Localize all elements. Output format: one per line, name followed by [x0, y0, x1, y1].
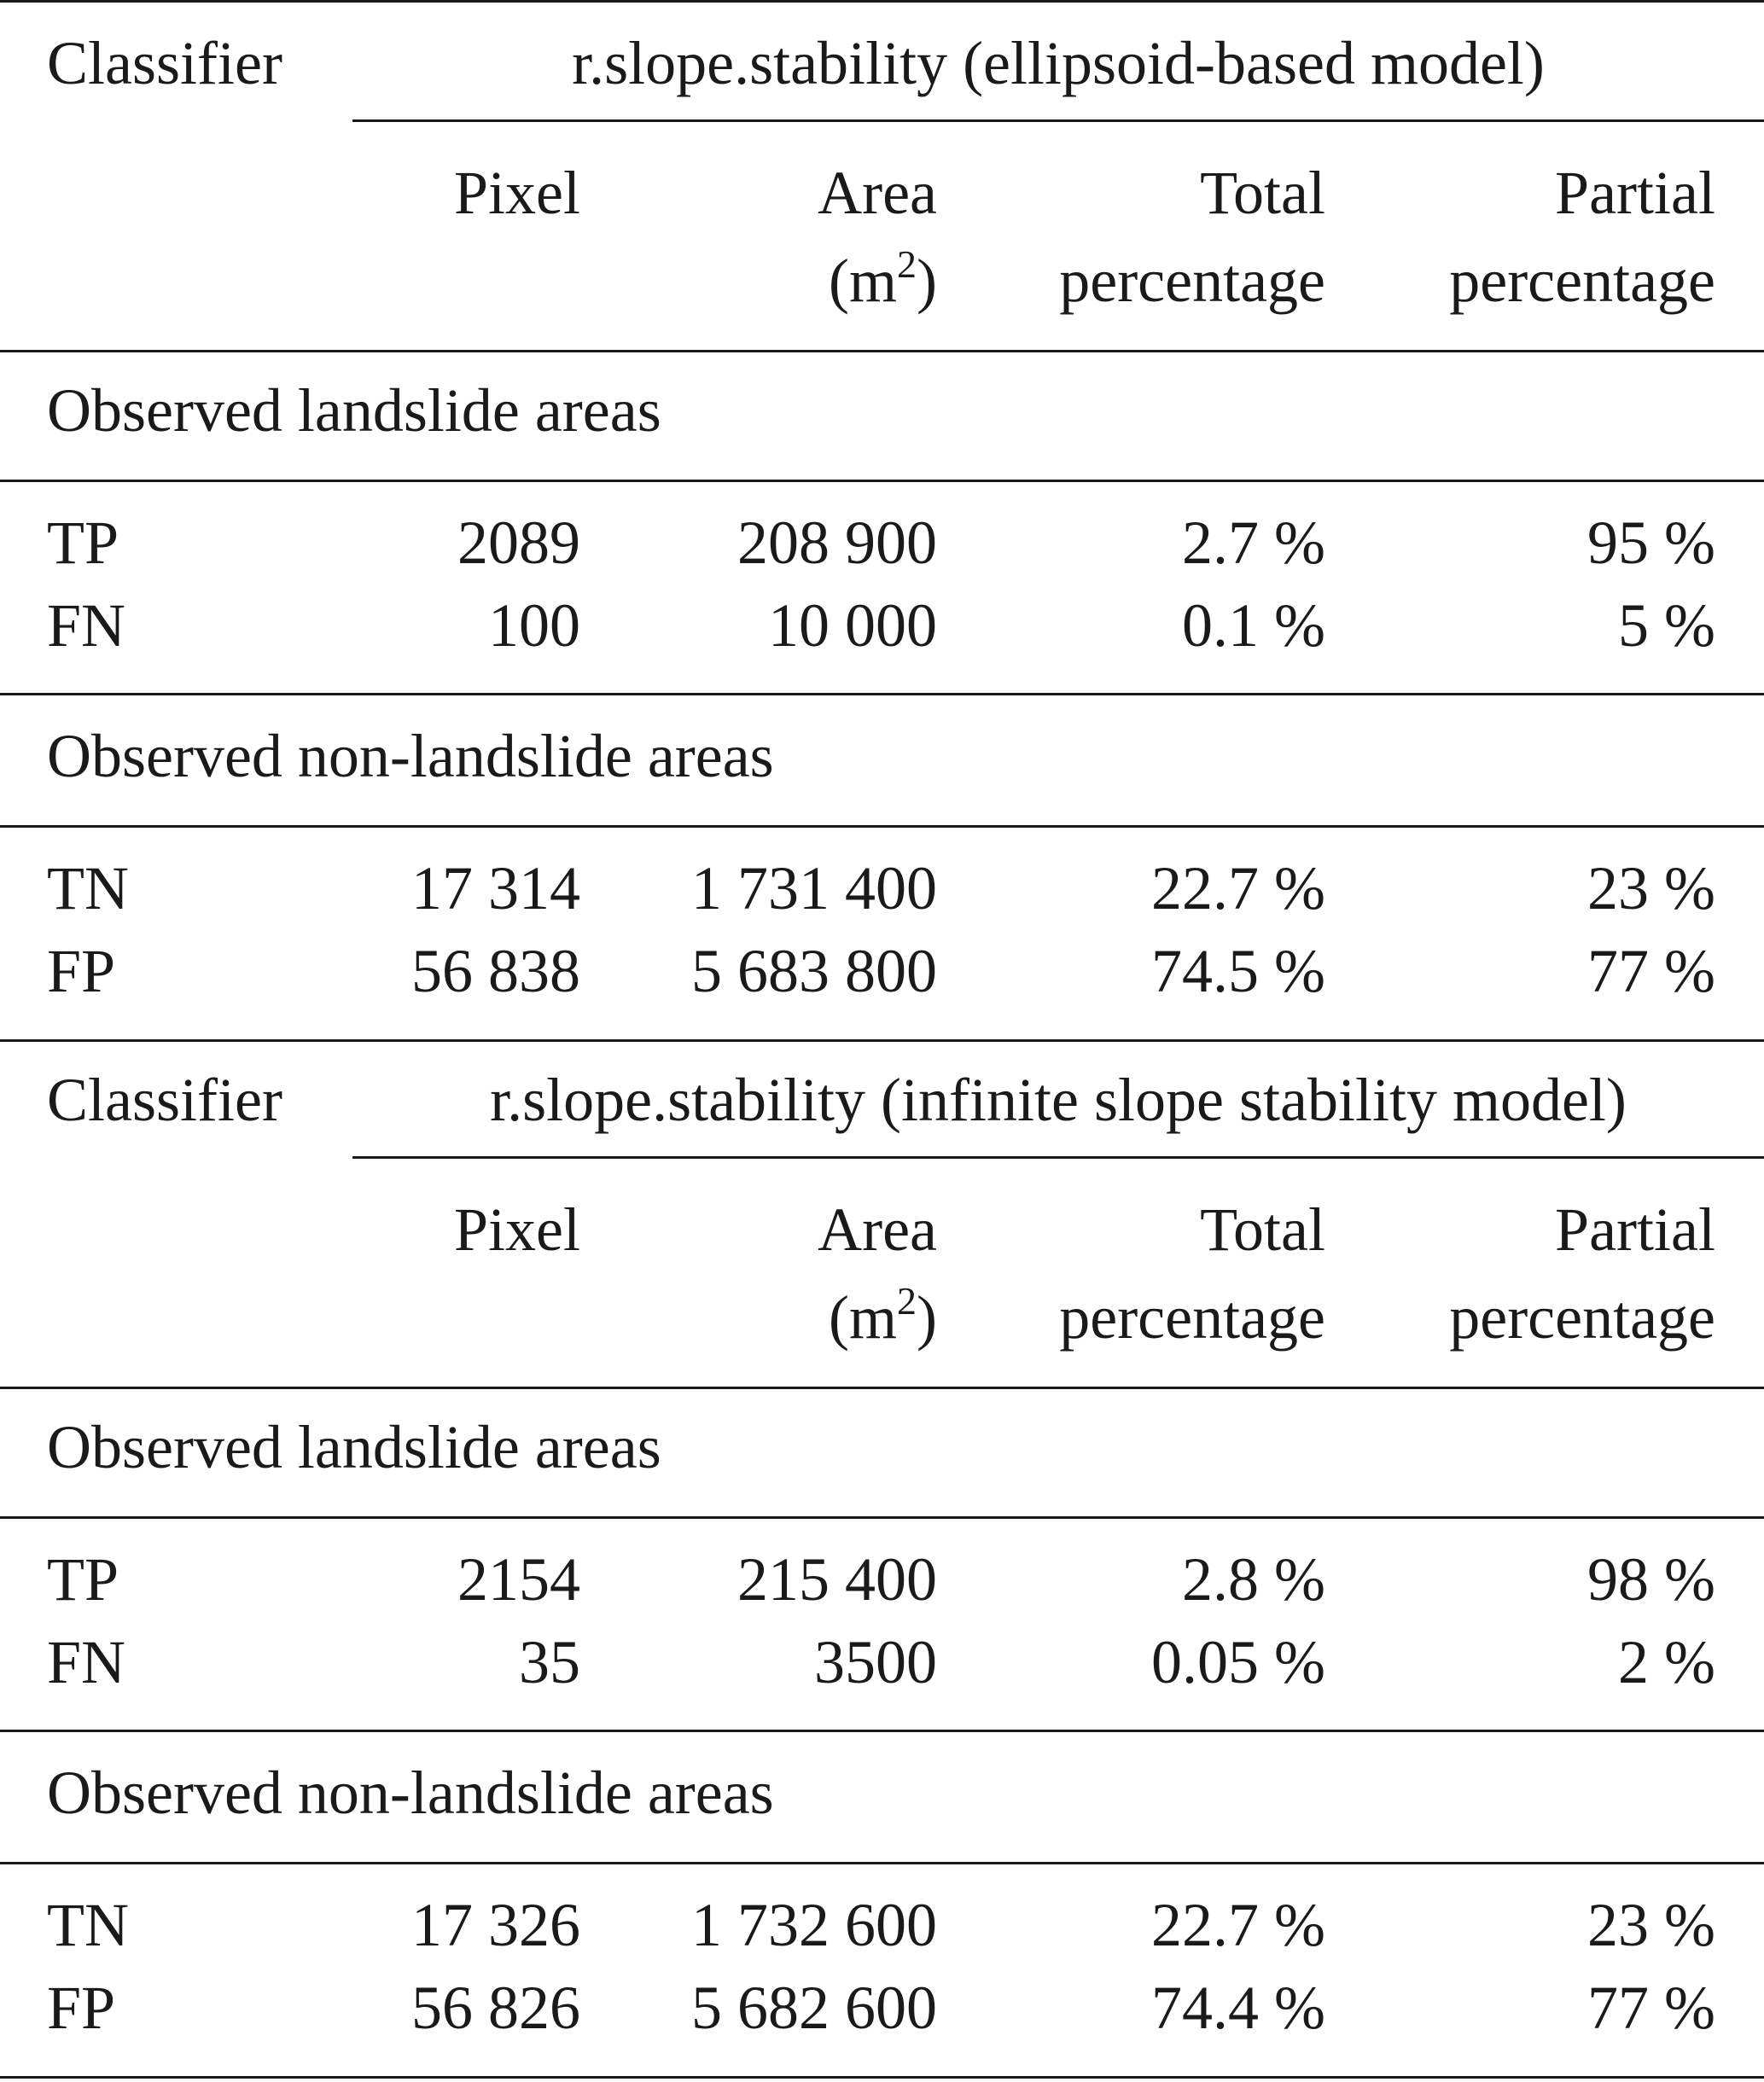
cell-pixel: 35 [519, 1628, 580, 1696]
cell-area: 10 000 [768, 591, 937, 660]
column-header-area: Area [818, 1195, 937, 1264]
column-header-partial-line2: percentage [1449, 1283, 1715, 1352]
row-label: TN [47, 854, 129, 922]
model-title: r.slope.stability (ellipsoid-based model) [572, 29, 1545, 97]
column-header-total: Total [1200, 1195, 1325, 1264]
row-label: FP [47, 937, 116, 1005]
cell-partial-percentage: 77 % [1587, 937, 1715, 1005]
landslide-heading-rule [0, 480, 1764, 482]
cell-total-percentage: 2.8 % [1182, 1545, 1325, 1614]
header-rule [0, 350, 1764, 352]
classifier-label: Classifier [47, 29, 282, 97]
section-bottom-rule [0, 1039, 1764, 1042]
nonlandslide-heading-rule [0, 825, 1764, 828]
row-label: FP [47, 1974, 116, 2042]
cell-pixel: 17 326 [411, 1891, 580, 1959]
column-header-pixel: Pixel [453, 159, 580, 227]
cell-partial-percentage: 98 % [1587, 1545, 1715, 1614]
cell-total-percentage: 0.05 % [1151, 1628, 1325, 1696]
cell-partial-percentage: 95 % [1587, 509, 1715, 577]
cell-area: 5 682 600 [691, 1974, 937, 2042]
cell-total-percentage: 0.1 % [1182, 591, 1325, 660]
column-header-area-unit [829, 242, 937, 315]
cell-partial-percentage: 5 % [1618, 591, 1715, 660]
landslide-block-rule [0, 693, 1764, 695]
area-unit-close: ) [917, 1283, 937, 1352]
column-header-partial: Partial [1555, 159, 1715, 227]
row-label: FN [47, 591, 126, 660]
classifier-label: Classifier [47, 1066, 282, 1134]
landslide-heading-rule [0, 1516, 1764, 1519]
nonlandslide-heading-rule [0, 1862, 1764, 1864]
cell-total-percentage: 2.7 % [1182, 509, 1325, 577]
cell-area: 215 400 [737, 1545, 937, 1614]
area-unit-open: (m [829, 247, 898, 315]
cell-area: 1 732 600 [691, 1891, 937, 1959]
cell-area: 3500 [814, 1628, 937, 1696]
column-header-area-unit [829, 1279, 937, 1352]
area-unit-superscript: 2 [897, 242, 917, 286]
cell-pixel: 100 [488, 591, 580, 660]
column-header-pixel: Pixel [453, 1195, 580, 1264]
row-label: TN [47, 1891, 129, 1959]
cell-area: 1 731 400 [691, 854, 937, 922]
cell-partial-percentage: 77 % [1587, 1974, 1715, 2042]
column-header-area: Area [818, 159, 937, 227]
cell-pixel: 17 314 [411, 854, 580, 922]
area-unit-open: (m [829, 1283, 898, 1352]
column-header-partial-line2: percentage [1449, 247, 1715, 315]
column-header-total-line2: percentage [1059, 247, 1325, 315]
model-title: r.slope.stability (infinite slope stability model) [490, 1066, 1627, 1134]
cell-partial-percentage: 23 % [1587, 854, 1715, 922]
row-label: TP [47, 509, 119, 577]
row-label: TP [47, 1545, 119, 1614]
cell-pixel: 56 838 [411, 937, 580, 1005]
cell-total-percentage: 22.7 % [1151, 854, 1325, 922]
cell-pixel: 56 826 [411, 1974, 580, 2042]
cell-pixel: 2089 [457, 509, 580, 577]
cell-total-percentage: 74.4 % [1151, 1974, 1325, 2042]
header-rule [0, 1387, 1764, 1389]
cell-area: 208 900 [737, 509, 937, 577]
landslide-heading: Observed landslide areas [47, 376, 661, 445]
row-label: FN [47, 1628, 126, 1696]
cell-area: 5 683 800 [691, 937, 937, 1005]
column-header-partial: Partial [1555, 1195, 1715, 1264]
model-title-underline [352, 1156, 1764, 1159]
nonlandslide-heading: Observed non-landslide areas [47, 722, 774, 790]
cell-partial-percentage: 23 % [1587, 1891, 1715, 1959]
table-top-rule [0, 0, 1764, 3]
area-unit-close: ) [917, 247, 937, 315]
cell-total-percentage: 74.5 % [1151, 937, 1325, 1005]
section-bottom-rule [0, 2076, 1764, 2079]
nonlandslide-heading: Observed non-landslide areas [47, 1759, 774, 1827]
landslide-block-rule [0, 1730, 1764, 1732]
column-header-total: Total [1200, 159, 1325, 227]
cell-total-percentage: 22.7 % [1151, 1891, 1325, 1959]
area-unit-superscript: 2 [897, 1279, 917, 1323]
cell-partial-percentage: 2 % [1618, 1628, 1715, 1696]
landslide-heading: Observed landslide areas [47, 1413, 661, 1481]
model-title-underline [352, 119, 1764, 122]
cell-pixel: 2154 [457, 1545, 580, 1614]
column-header-total-line2: percentage [1059, 1283, 1325, 1352]
